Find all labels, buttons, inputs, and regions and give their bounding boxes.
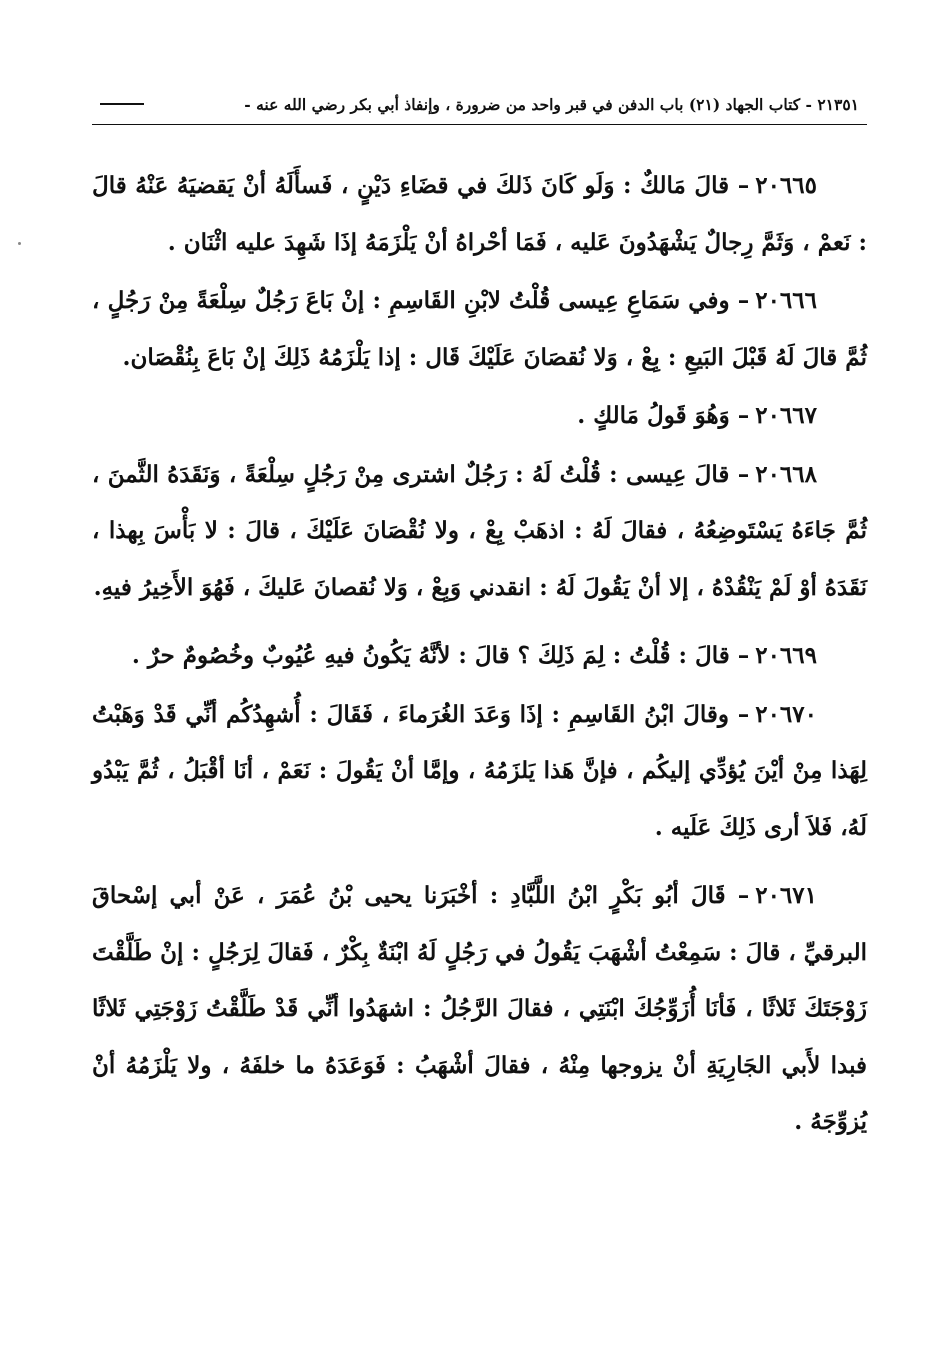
paragraph-number: ٢٠٦٦٩ (755, 642, 817, 669)
paragraph-number: ٢٠٦٧١ (755, 882, 817, 909)
paragraph-number: ٢٠٦٦٦ (755, 287, 817, 314)
paragraph-text: – قالَ عِيسى : قُلْتُ لَهُ : رَجُلٌ اشترى مِنْ رَجُلٍ سِلْعَةً ، وَنَقَدَهُ الثَّمنَ ، ثُمَّ جَاءَهُ يَسْتَوضِعُهُ ، فقالَ لَهُ : اذهَبْ بِعْ ، ولا نُقْصَانَ عَلَيْكَ ، قالَ : لا بَأْسَ بِهذا ، نَقَدَهُ أوْ لَمْ يَنْقُدْهُ ، إلا أنْ يَقُولَ لَهُ : انقدني وَبِعْ ، وَلا نُقصانَ عَليكَ ، فَهُوَ الأَخِيرُ فيهِ. (92, 460, 867, 601)
paragraph-20667 (92, 388, 867, 445)
paragraph-number: ٢٠٦٦٨ (755, 460, 817, 488)
paragraph-20671 (92, 868, 867, 1151)
paragraph-text: – قَالَ أبُو بَكْرٍ ابْنُ اللَّبَّادِ : أخْبَرَنا يحيى بْنُ عُمَرَ ، عَنْ أبي إسْحاقَ البرقيِّ ، قالَ : سَمِعْتُ أشْهَبَ يَقُولُ في رَجُلٍ لَهُ ابْنَةٌ بِكْرٌ ، فَقالَ لِرَجُلٍ : إنْ طَلَّقْتَ زَوْجَتَكَ ثَلاثًا ، فَأنَا أُزَوِّجُكَ ابْنَتِي ، فقالَ الرَّجُلُ : اشهَدُوا أنِّي قَدْ طَلَّقْتُ زَوْجَتِي ثَلاثًا فبدا لأَبي الجَارِيَةِ أنْ يزوجها مِنْهُ ، فقالَ أشْهَبُ : فَوَعَدَهُ ما خلفَهُ ، ولا يَلْزَمُهُ أنْ يُزوِّجَهُ . (92, 882, 867, 1135)
paragraph-text: – قالَ مَالكٌ : وَلَو كَانَ ذَلكَ في قضَاءِ دَيْنٍ ، فَسأَلَهُ أنْ يَقضيَهُ عَنْهُ قالَ : نَعمْ ، وَثَمَّ رِجالٌ يَشْهَدُونَ عَليه ، فَمَا أحْراهُ أنْ يَلْزَمَهُ إذَا شَهِدَ عليه اثْنَان . (92, 172, 867, 256)
running-header (92, 84, 867, 125)
scan-speck (18, 242, 21, 245)
paragraph-20668 (92, 447, 867, 617)
paragraph-20665 (92, 158, 867, 271)
paragraph-20670 (92, 687, 867, 857)
paragraph-text: – وقالَ ابْنُ القَاسِمِ : إذَا وَعَدَ الغُرَماءَ ، فَقَالَ : أُشهِدُكُم أنِّي قَدْ وَهَبْتُ لِهَذا مِنْ أيْنَ يُؤدِّي إليكُم ، فإنَّ هَذا يَلزَمُهُ ، وإمَّا أنْ يَقُولَ : نَعَمْ ، أنَا أقْبَلُ ، ثُمَّ يَبْدُو لَهُ، فَلاَ أرى ذَلِكَ عَلَيه . (92, 700, 867, 841)
paragraph-text: – وَهُوَ قَولُ مَالكٍ . (577, 402, 750, 429)
header-title: ٢١ - كتاب الجهاد (٢١) باب الدفن في قبر واحد من ضرورة ، وإنفاذ أبي بكر رضي الله عنه - (244, 94, 835, 114)
paragraph-20666 (92, 273, 867, 386)
header-rule (100, 103, 144, 105)
paragraph-number: ٢٠٦٦٧ (755, 402, 817, 429)
page-number: ٣٥١ (834, 94, 859, 114)
paragraph-number: ٢٠٦٧٠ (755, 700, 817, 728)
paragraph-20669 (92, 628, 867, 685)
page-body (92, 158, 867, 1151)
paragraph-text: – وفي سَمَاعِ عِيسى قُلْتُ لابْنِ القَاسِمِ : إنْ بَاعَ رَجُلٌ سِلْعَةً مِنْ رَجُلٍ ، ثُمَّ قالَ لَهُ قَبْلَ البَيعِ : بِعْ ، وَلا نُقصَانَ عَلَيْكَ قَال : إذا يَلْزَمُهُ ذَلِكَ إنْ بَاعَ بِنُقْصَان. (92, 287, 867, 371)
paragraph-number: ٢٠٦٦٥ (755, 172, 817, 199)
paragraph-text: – قالَ : قُلْتُ : لِمَ ذَلِكَ ؟ قالَ : لأنَّهُ يَكُونُ فيهِ عُيُوبٌ وخُصُومٌ حرٌ . (131, 642, 750, 669)
